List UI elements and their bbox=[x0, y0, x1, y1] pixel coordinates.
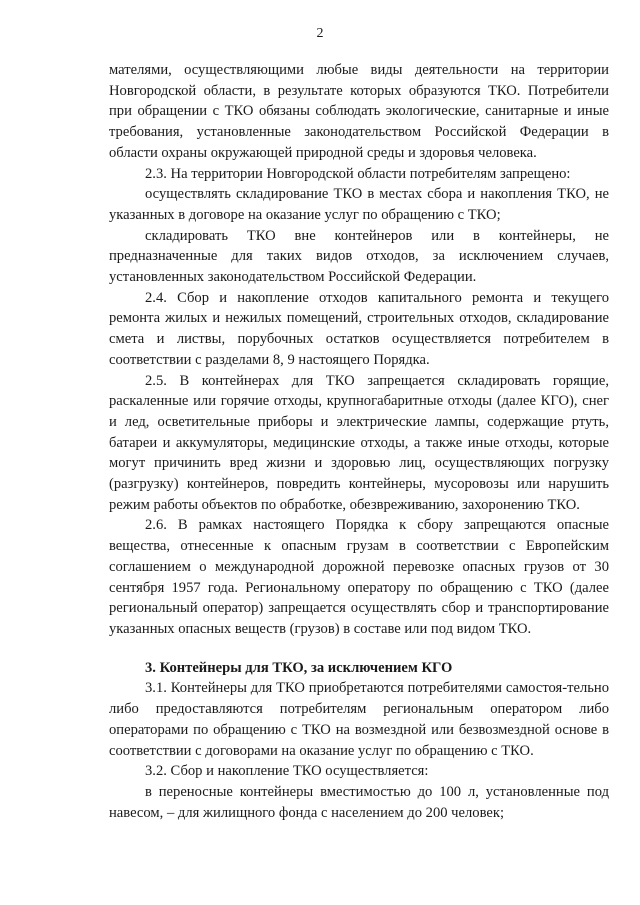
paragraph-2-6: 2.6. В рамках настоящего Порядка к сбору запрещаются опасные вещества, отнесенные к опасным грузам в соответствии с Европейским соглашением о международной дорожной перевозке опасных грузов от 30 сентября 1957 года. Региональному оператору по обращению с ТКО (далее региональный оператор) запрещается осуществлять сбор и транспортирование указанных опасных веществ (грузов) в составе или под видом ТКО. bbox=[109, 517, 609, 637]
paragraph-3-2: 3.2. Сбор и накопление ТКО осуществляется: bbox=[145, 763, 429, 780]
paragraph-continuation: мателями, осуществляющими любые виды деятельности на территории Новгородской области, в результате которых образуются ТКО. Потребители при обращении с ТКО обязаны соблюдать экологические, санитарные и иные требования, установленные законодательством Российской Федерации в области охраны окружающей природной среды и здоровья человека. bbox=[109, 62, 609, 161]
document-body bbox=[109, 60, 609, 823]
paragraph-2-3-item-1: осуществлять складирование ТКО в местах сбора и накопления ТКО, не указанных в договоре на оказание услуг по обращению с ТКО; bbox=[109, 186, 609, 223]
page-number: 2 bbox=[316, 26, 324, 41]
paragraph-2-4: 2.4. Сбор и накопление отходов капитального ремонта и текущего ремонта жилых и нежилых помещений, строительных отходов, складирование смета и листвы, порубочных остатков осуществляется потребителем в соответствии с разделами 8, 9 настоящего Порядка. bbox=[109, 289, 609, 368]
section-3-heading: 3. Контейнеры для ТКО, за исключением КГО bbox=[145, 659, 453, 676]
paragraph-3-1: 3.1. Контейнеры для ТКО приобретаются потребителями самостоя-тельно либо предоставляются потребителям региональным оператором либо операторами по обращению с ТКО на возмездной или безвозмездной основе в соответствии с договорами на оказание услуг по обращению с ТКО. bbox=[109, 680, 609, 759]
paragraph-2-3: 2.3. На территории Новгородской области потребителям запрещено: bbox=[145, 165, 571, 182]
paragraph-3-2-item-1: в переносные контейнеры вместимостью до 100 л, установленные под навесом, – для жилищного фонда с населением до 200 человек; bbox=[109, 783, 609, 821]
paragraph-2-3-item-2: складировать ТКО вне контейнеров или в контейнеры, не предназначенные для таких видов отходов, за исключением случаев, установленных законодательством Российской Федерации. bbox=[109, 227, 609, 286]
paragraph-2-5: 2.5. В контейнерах для ТКО запрещается складировать горящие, раскаленные или горячие отходы, крупногабаритные отходы (далее КГО), снег и лед, осветительные приборы и электрические лампы, содержащие ртуть, батареи и аккумуляторы, медицинские отходы, а также иные отходы, которые могут причинить вред жизни и здоровью лиц, осуществляющих погрузку (разгрузку) контейнеров, повредить контейнеры, мусоровозы или нарушить режим работы объектов по обработке, обезвреживанию, захоронению ТКО. bbox=[109, 372, 609, 513]
